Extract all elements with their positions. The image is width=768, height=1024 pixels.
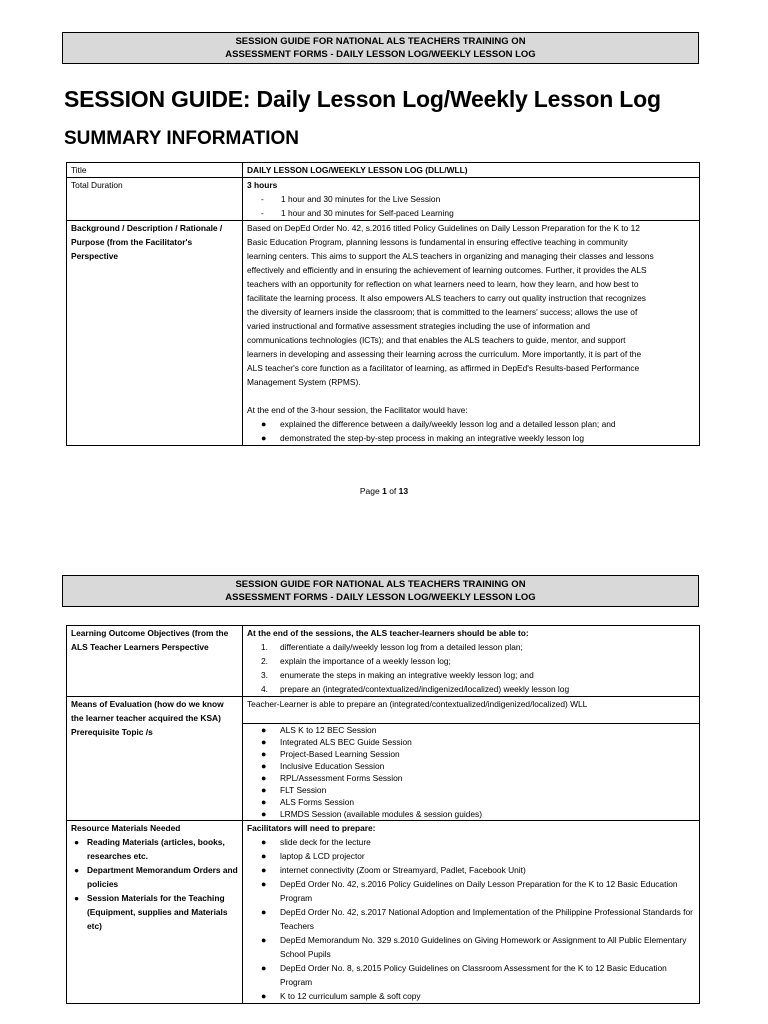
list-item: ● Session Materials for the Teaching (Equipment, supplies and Materials etc)	[74, 893, 228, 931]
learning-outcome-label: Learning Outcome Objectives (from the ALS Teacher Learners Perspective	[67, 626, 243, 697]
summary-table	[66, 162, 700, 446]
duration-value: 3 hours	[247, 180, 278, 190]
list-item: 2. explain the importance of a weekly lesson log;	[261, 656, 451, 666]
duration-label: Total Duration	[67, 178, 243, 221]
title-value: DAILY LESSON LOG/WEEKLY LESSON LOG (DLL/WLL)	[243, 163, 700, 178]
list-item: ● Inclusive Education Session	[261, 761, 385, 771]
page-title: SESSION GUIDE: Daily Lesson Log/Weekly Lesson Log	[64, 86, 661, 112]
list-item: 4. prepare an (integrated/contextualized/indigenized/localized) weekly lesson log	[261, 684, 570, 694]
list-item: ● ALS Forms Session	[261, 797, 355, 807]
table-row	[67, 697, 700, 724]
list-item: ● internet connectivity (Zoom or Streamyard, Padlet, Facebook Unit)	[261, 865, 526, 875]
evaluation-label: Means of Evaluation (how do we know the learner teacher acquired the KSA) Prerequisite Topic /s	[67, 697, 243, 821]
list-item: ● RPL/Assessment Forms Session	[261, 773, 403, 783]
list-item: ● K to 12 curriculum sample & soft copy	[261, 991, 421, 1001]
table-row	[67, 626, 700, 697]
table-row	[67, 178, 700, 221]
list-item: 1. differentiate a daily/weekly lesson log from a detailed lesson plan;	[261, 642, 523, 652]
prerequisite-label: Prerequisite Topic /s	[71, 727, 153, 737]
duration-cell	[243, 178, 700, 221]
list-item: ● Integrated ALS BEC Guide Session	[261, 737, 412, 747]
list-item: ● laptop & LCD projector	[261, 851, 365, 861]
background-cell	[243, 221, 700, 446]
list-item: ● DepEd Order No. 8, s.2015 Policy Guidelines on Classroom Assessment for the K to 12 Basic Education Program	[261, 963, 667, 987]
resource-label-list	[71, 835, 238, 933]
table-row	[67, 821, 700, 1004]
table-row	[67, 221, 700, 446]
learning-outcome-cell	[243, 626, 700, 697]
list-item: ● DepEd Order No. 42, s.2016 Policy Guidelines on Daily Lesson Preparation for the K to 12 Basic Education Program	[261, 879, 678, 903]
list-item: ● Reading Materials (articles, books, researches etc.	[74, 837, 225, 861]
table-row	[67, 163, 700, 178]
list-item: ● Project-Based Learning Session	[261, 749, 400, 759]
list-item: ● DepEd Order No. 42, s.2017 National Adoption and Implementation of the Philippine Professional Standards for Teachers	[261, 907, 693, 931]
list-item: - 1 hour and 30 minutes for the Live Session	[261, 194, 441, 204]
header-line-2: ASSESSMENT FORMS - DAILY LESSON LOG/WEEKLY LESSON LOG	[225, 592, 536, 603]
list-item: ● demonstrated the step-by-step process in making an integrative weekly lesson log	[261, 433, 584, 443]
header-line-1: SESSION GUIDE FOR NATIONAL ALS TEACHERS TRAINING ON	[235, 36, 526, 47]
document-header	[62, 32, 699, 64]
list-item: ● DepEd Memorandum No. 329 s.2010 Guidelines on Giving Homework or Assignment to All Public Elementary School Pupils	[261, 935, 687, 959]
header-line-1: SESSION GUIDE FOR NATIONAL ALS TEACHERS TRAINING ON	[235, 579, 526, 590]
objectives-list	[247, 417, 695, 445]
list-item: ● FLT Session	[261, 785, 327, 795]
section-heading: SUMMARY INFORMATION	[64, 128, 300, 149]
list-item: 3. enumerate the steps in making an integrative weekly lesson log; and	[261, 670, 534, 680]
list-item: - 1 hour and 30 minutes for Self-paced Learning	[261, 208, 454, 218]
page-number: Page 1 of 13	[359, 486, 409, 496]
list-item: ● slide deck for the lecture	[261, 837, 371, 847]
page-2	[0, 540, 768, 1024]
background-label: Background / Description / Rationale / Purpose (from the Facilitator's Perspective	[67, 221, 243, 446]
background-text: Based on DepEd Order No. 42, s.2016 titled Policy Guidelines on Daily Lesson Preparation for the K to 12 Basic Education Program, planning lessons is fundamental in ensuring effective teaching in community learning centers. This aims to support the ALS teachers in organizing and managing their classes and lessons effectively and efficiently and in ensuring the achievement of learning outcomes. Further, it provides the ALS teachers with an opportunity for reflection on what learners need to learn, how they learn, and how best to facilitate the learning process. It also empowers ALS teachers to carry out quality instruction that recognizes the diversity of learners inside the classroom; that is committed to the learners' success; allows the use of varied instructional and formative assessment strategies including the use of information and communications technologies (ICTs); and that enables the ALS teachers to guide, mentor, and support learners in developing and assessing their learning across the curriculum. More importantly, it is part of the ALS teacher's core function as a facilitator of learning, as affirmed in DepEd's Results-based Performance Management System (RPMS).	[247, 223, 654, 387]
header-line-2: ASSESSMENT FORMS - DAILY LESSON LOG/WEEKLY LESSON LOG	[225, 49, 536, 60]
document-header	[62, 575, 699, 607]
prerequisite-cell	[243, 724, 700, 821]
resource-list	[247, 835, 695, 1003]
evaluation-value: Teacher-Learner is able to prepare an (integrated/contextualized/indigenized/localized) WLL	[243, 697, 700, 724]
resource-cell	[243, 821, 700, 1004]
objectives-intro: At the end of the 3-hour session, the Facilitator would have:	[247, 405, 468, 415]
resource-intro: Facilitators will need to prepare:	[247, 823, 376, 833]
list-item: ● ALS K to 12 BEC Session	[261, 725, 377, 735]
resource-label-cell	[67, 821, 243, 1004]
list-item: ● LRMDS Session (available modules & session guides)	[261, 809, 483, 819]
prerequisite-list	[247, 724, 695, 820]
resource-label: Resource Materials Needed	[71, 823, 181, 833]
duration-list	[247, 192, 695, 220]
learning-outcome-list	[247, 640, 695, 696]
list-item: ● explained the difference between a daily/weekly lesson log and a detailed lesson plan; and	[261, 419, 616, 429]
details-table	[66, 625, 700, 1004]
title-label: Title	[67, 163, 243, 178]
list-item: ● Department Memorandum Orders and policies	[74, 865, 238, 889]
learning-outcome-intro: At the end of the sessions, the ALS teacher-learners should be able to:	[247, 628, 529, 638]
